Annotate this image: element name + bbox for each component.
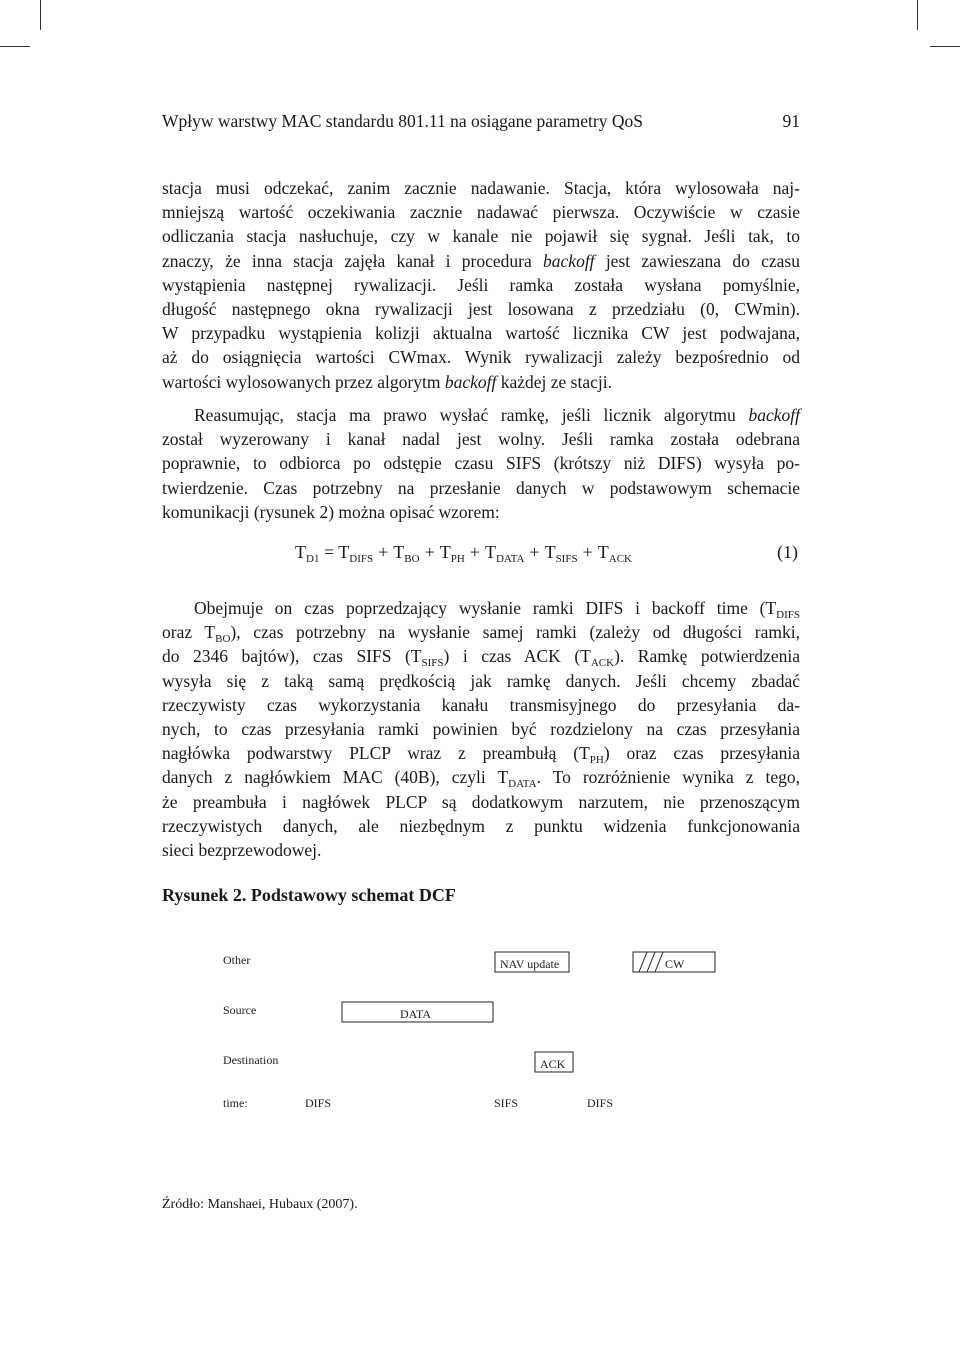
figure-caption: Rysunek 2. Podstawowy schemat DCF [162, 885, 456, 905]
text-line: wystąpienia następnej rywalizacji. Jeśli ramka została wysłana pomyślnie, [162, 274, 800, 295]
formula-term: T [597, 542, 609, 562]
paragraph-3: Obejmuje on czas poprzedzający wysłanie ramki DIFS i backoff time ($T_{DIFS}$ oraz $T_{BO}$), czas potrzebny na wysłanie samej ramki (zależy od długości ramki, do 2346 bajtów), czas SIFS $(T_{SIFS})$ i czas ACK $(T_{ACK})$. Ramkę potwierdzenia wysyła się z taką samą prędkością jak ramkę danych. Jeśli chcemy zbadać rzeczywisty czas wykorzystania kanału transmisyjnego do przesyłania da- nych, to czas przesyłania ramki powinien być rozdzielony na czas przesyłania nagłówka podwarstwy PLCP wraz z preambułą $(T_{PH})$ oraz czas przesyłania danych z nagłówkiem MAC (40B), czyli $T_{DATA}$. To rozróżnienie wynika z tego, że preambuła i nagłówek PLCP są dodatkowym narzutem, nie przenoszącym rzeczywistych danych, ale niezbędnym z punktu widzenia funkcjonowania sieci bezprzewodowej. [162, 598, 800, 860]
formula-plus: + [582, 542, 593, 562]
text-line: długość następnego okna rywalizacji jest losowana z przedziału (0, CWmin). [162, 298, 800, 319]
text-line: znaczy, że inna stacja zajęła kanał i procedura backoff jest zawieszana do czasu [162, 250, 800, 271]
time-label-sifs: SIFS [494, 1096, 519, 1110]
nav-label: NAV update [500, 957, 560, 971]
formula-plus: + [424, 542, 435, 562]
crop-mark [0, 46, 30, 47]
formula-term-sub: ACK [608, 553, 632, 565]
row-label-other: Other [223, 953, 251, 967]
row-label-source: Source [223, 1003, 257, 1017]
time-label-difs: DIFS [305, 1096, 332, 1110]
paragraph-2 [162, 403, 800, 524]
formula-plus: + [529, 542, 540, 562]
text-line: poprawnie, to odbiorca po odstępie czasu SIFS (krótszy niż DIFS) wysyła po- [162, 453, 800, 474]
cw-slash [639, 952, 647, 972]
cw-slash [655, 952, 663, 972]
text-line: W przypadku wystąpienia kolizji aktualna wartość licznika CW jest podwajana, [162, 323, 800, 344]
text-line: stacja musi odczekać, zanim zacznie nadawanie. Stacja, która wylosowała naj- [162, 178, 800, 198]
crop-mark [917, 0, 918, 30]
formula-lhs: T [295, 542, 306, 562]
ack-label: ACK [540, 1057, 566, 1071]
crop-mark [930, 46, 960, 47]
formula-term-sub: DATA [495, 553, 525, 565]
crop-mark [40, 0, 41, 30]
page-number: 91 [782, 111, 800, 131]
equation-number: (1) [777, 542, 798, 562]
dcf-diagram [215, 940, 735, 1120]
formula-lhs-sub: D1 [306, 553, 320, 565]
formula-term: T [544, 542, 556, 562]
formula-terms [338, 542, 632, 565]
formula-plus: + [378, 542, 389, 562]
formula-term-sub: PH [450, 553, 465, 565]
formula-term: T [484, 542, 496, 562]
text-line: odliczania stacja nasłuchuje, czy w kanale nie pojawił się sygnał. Jeśli tak, to [162, 226, 800, 247]
formula-term: T [439, 542, 451, 562]
text-line: został wyzerowany i kanał nadal jest wolny. Jeśli ramka została odebrana [162, 429, 800, 450]
text-line: aż do osiągnięcia wartości CWmax. Wynik rywalizacji zależy bezpośrednio od [162, 347, 800, 368]
formula-eq: = [323, 542, 335, 562]
equation [295, 542, 632, 563]
row-label-time: time: [223, 1096, 248, 1110]
formula-term: T [338, 542, 350, 562]
formula-term-sub: BO [404, 553, 420, 565]
cw-label: CW [665, 957, 685, 971]
row-label-destination: Destination [223, 1053, 279, 1067]
formula-term-sub: DIFS [349, 553, 374, 565]
data-label: DATA [400, 1007, 432, 1021]
text-line: wartości wylosowanych przez algorytm backoff każdej ze stacji. [162, 371, 612, 392]
formula-plus: + [469, 542, 480, 562]
text-line: Reasumując, stacja ma prawo wysłać ramkę, jeśli licznik algorytmu backoff [194, 405, 800, 425]
time-label-difs-2: DIFS [587, 1096, 614, 1110]
paragraph-1 [162, 176, 800, 394]
formula-term: T [393, 542, 405, 562]
text-line: komunikacji (rysunek 2) można opisać wzorem: [162, 501, 500, 522]
formula-term-sub: SIFS [555, 553, 578, 565]
cw-slash [647, 952, 655, 972]
figure-source: Źródło: Manshaei, Hubaux (2007). [162, 1197, 358, 1212]
header-title: Wpływ warstwy MAC standardu 801.11 na osiągane parametry QoS [162, 111, 643, 131]
text-line: twierdzenie. Czas potrzebny na przesłanie danych w podstawowym schemacie [162, 477, 800, 498]
text-line: mniejszą wartość oczekiwania zacznie nadawać pierwsza. Oczywiście w czasie [162, 202, 800, 223]
